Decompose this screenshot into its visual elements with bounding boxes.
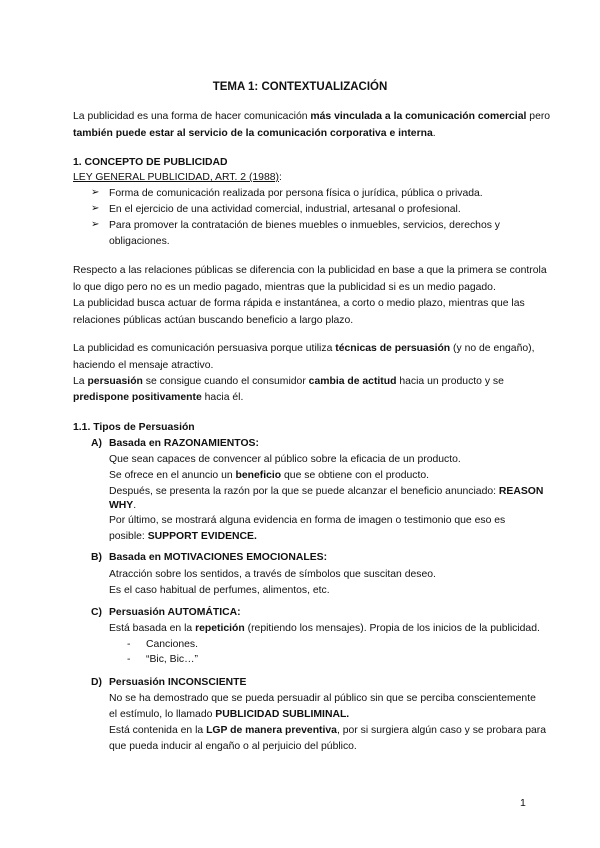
bold-text: WHY xyxy=(109,500,134,511)
arrow-bullet-icon: ➢ xyxy=(91,203,100,214)
text: (repitiendo los mensajes). Propia de los inicios de la publicidad. xyxy=(244,623,540,634)
law-link-text: LEY GENERAL PUBLICIDAD, ART. 2 (1988) xyxy=(73,172,279,183)
text: Se ofrece en el anuncio un xyxy=(109,470,236,481)
text: Después, se presenta la razón por la que se puede alcanzar el beneficio anunciado: xyxy=(109,486,499,497)
item-c-line xyxy=(109,622,540,635)
dash-item: Canciones. xyxy=(146,639,198,650)
item-a-line xyxy=(109,469,429,482)
item-d-line xyxy=(109,724,546,737)
bold-text: más vinculada a la comunicación comercial xyxy=(310,111,527,122)
bullet-item: Forma de comunicación realizada por persona física o jurídica, pública o privada. xyxy=(109,188,483,199)
intro-line-2 xyxy=(73,127,436,140)
paragraph-line xyxy=(73,391,243,404)
item-a-title: Basada en RAZONAMIENTOS: xyxy=(109,438,259,449)
text: hacia él. xyxy=(201,392,244,403)
bold-text: técnicas de persuasión xyxy=(335,343,451,354)
text: (y no de engaño), xyxy=(450,343,535,354)
item-a-line xyxy=(109,485,543,498)
bold-text: PUBLICIDAD SUBLIMINAL. xyxy=(215,709,350,720)
paragraph-line: relaciones públicas actúan buscando beneficio a largo plazo. xyxy=(73,315,354,326)
bold-text: LGP de manera preventiva xyxy=(206,725,337,736)
text: hacia un producto y se xyxy=(396,376,504,387)
dash-bullet: - xyxy=(127,639,131,650)
list-label: B) xyxy=(91,552,102,563)
law-reference xyxy=(73,171,282,184)
paragraph-line: lo que digo pero no es un medio pagado, mientras que la publicidad si es un medio pagado. xyxy=(73,282,496,293)
text: el estímulo, lo llamado xyxy=(109,709,216,720)
text: se consigue cuando el consumidor xyxy=(142,376,309,387)
bold-text: REASON xyxy=(498,486,544,497)
text: Está contenida en la xyxy=(109,725,207,736)
arrow-bullet-icon: ➢ xyxy=(91,187,100,198)
item-b-title: Basada en MOTIVACIONES EMOCIONALES: xyxy=(109,552,328,563)
dash-bullet: - xyxy=(127,654,131,665)
text: . xyxy=(432,128,436,139)
text: La publicidad es comunicación persuasiva porque utiliza xyxy=(73,343,336,354)
item-b-line: Atracción sobre los sentidos, a través de símbolos que suscitan deseo. xyxy=(109,569,436,580)
paragraph-line: haciendo el mensaje atractivo. xyxy=(73,360,214,371)
item-a-line xyxy=(109,530,257,543)
item-d-title: Persuasión INCONSCIENTE xyxy=(109,677,247,688)
list-label: A) xyxy=(91,438,102,449)
subsection-heading: 1.1. Tipos de Persuasión xyxy=(73,422,195,433)
text: , por si surgiera algún caso y se probara para xyxy=(336,725,547,736)
bold-text: SUPPORT EVIDENCE. xyxy=(147,531,257,542)
item-d-line xyxy=(109,708,349,721)
text: Está basada en la xyxy=(109,623,196,634)
paragraph-line xyxy=(73,342,535,355)
item-a-line xyxy=(109,499,136,512)
text: . xyxy=(133,500,137,511)
item-c-title: Persuasión AUTOMÁTICA: xyxy=(109,607,241,618)
text: La xyxy=(73,376,88,387)
bold-text: cambia de actitud xyxy=(308,376,397,387)
bold-text: también puede estar al servicio de la comunicación corporativa e interna xyxy=(73,128,433,139)
page-number: 1 xyxy=(520,797,526,809)
text: pero xyxy=(526,111,551,122)
bold-text: persuasión xyxy=(87,376,143,387)
text: : xyxy=(278,172,282,183)
intro-line-1 xyxy=(73,110,550,123)
text: que se obtiene con el producto. xyxy=(281,470,430,481)
dash-item: “Bic, Bic…” xyxy=(146,654,198,665)
list-label: D) xyxy=(91,677,102,688)
section-1-heading: 1. CONCEPTO DE PUBLICIDAD xyxy=(73,157,228,168)
bold-text: repetición xyxy=(195,623,245,634)
item-d-line: que pueda inducir al engaño o al perjuicio del público. xyxy=(109,741,357,752)
item-a-line: Por último, se mostrará alguna evidencia en forma de imagen o testimonio que eso es xyxy=(109,515,506,526)
item-d-line: No se ha demostrado que se pueda persuadir al público sin que se perciba conscientemente xyxy=(109,693,536,704)
text: La publicidad es una forma de hacer comunicación xyxy=(73,111,311,122)
bullet-item: Para promover la contratación de bienes muebles o inmuebles, servicios, derechos y xyxy=(109,220,501,231)
item-b-line: Es el caso habitual de perfumes, alimentos, etc. xyxy=(109,585,330,596)
bullet-item-continued: obligaciones. xyxy=(109,236,170,247)
paragraph-line: La publicidad busca actuar de forma rápida e instantánea, a corto o medio plazo, mientras que las xyxy=(73,298,525,309)
item-a-line: Que sean capaces de convencer al público sobre la eficacia de un producto. xyxy=(109,454,461,465)
arrow-bullet-icon: ➢ xyxy=(91,219,100,230)
paragraph-line: Respecto a las relaciones públicas se diferencia con la publicidad en base a que la primera se controla xyxy=(73,265,547,276)
text: posible: xyxy=(109,531,148,542)
paragraph-line xyxy=(73,375,504,388)
bold-text: predispone positivamente xyxy=(73,392,202,403)
list-label: C) xyxy=(91,607,102,618)
page-title: TEMA 1: CONTEXTUALIZACIÓN xyxy=(212,81,388,93)
bullet-item: En el ejercicio de una actividad comercial, industrial, artesanal o profesional. xyxy=(109,204,461,215)
bold-text: beneficio xyxy=(235,470,282,481)
